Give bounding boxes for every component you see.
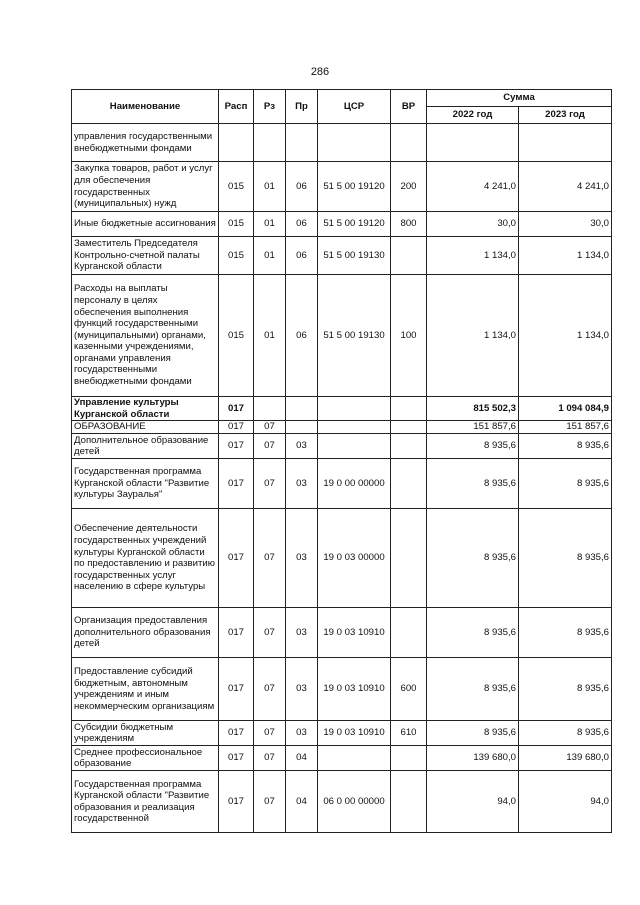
cell-rz bbox=[254, 397, 286, 421]
table-row bbox=[72, 397, 612, 421]
table-row bbox=[72, 162, 612, 212]
cell-rasp: 015 bbox=[219, 162, 254, 212]
cell-rz: 07 bbox=[254, 721, 286, 746]
cell-vr: 610 bbox=[391, 721, 427, 746]
cell-pr: 03 bbox=[286, 459, 318, 509]
cell-sum-2022: 8 935,6 bbox=[427, 434, 519, 459]
table-header bbox=[72, 90, 612, 124]
cell-name: Организация предоставления дополнительного образования детей bbox=[72, 608, 219, 658]
cell-csr: 51 5 00 19130 bbox=[318, 237, 391, 275]
cell-name: Предоставление субсидий бюджетным, автономным учреждениям и иным некоммерческим организациям bbox=[72, 658, 219, 721]
cell-csr bbox=[318, 397, 391, 421]
table-row bbox=[72, 509, 612, 608]
page-number: 286 bbox=[310, 66, 330, 78]
table-row bbox=[72, 721, 612, 746]
cell-sum-2023: 1 094 084,9 bbox=[519, 397, 612, 421]
table-row bbox=[72, 746, 612, 771]
header-rasp: Расп bbox=[219, 90, 254, 124]
cell-sum-2023: 139 680,0 bbox=[519, 746, 612, 771]
cell-rasp: 015 bbox=[219, 212, 254, 237]
cell-rz: 07 bbox=[254, 746, 286, 771]
cell-vr bbox=[391, 746, 427, 771]
cell-vr: 600 bbox=[391, 658, 427, 721]
cell-csr bbox=[318, 124, 391, 162]
cell-pr bbox=[286, 397, 318, 421]
cell-rz: 01 bbox=[254, 275, 286, 397]
cell-vr bbox=[391, 421, 427, 434]
budget-table bbox=[71, 89, 612, 833]
cell-vr: 800 bbox=[391, 212, 427, 237]
header-year-2023: 2023 год bbox=[519, 107, 612, 124]
cell-rz: 07 bbox=[254, 608, 286, 658]
cell-name: Иные бюджетные ассигнования bbox=[72, 212, 219, 237]
cell-csr: 19 0 03 00000 bbox=[318, 509, 391, 608]
cell-rz: 07 bbox=[254, 509, 286, 608]
cell-sum-2022: 139 680,0 bbox=[427, 746, 519, 771]
table-row bbox=[72, 237, 612, 275]
cell-pr: 04 bbox=[286, 771, 318, 833]
header-sum: Сумма bbox=[427, 90, 612, 107]
cell-sum-2022: 8 935,6 bbox=[427, 721, 519, 746]
cell-pr: 04 bbox=[286, 746, 318, 771]
cell-csr: 19 0 00 00000 bbox=[318, 459, 391, 509]
cell-pr: 06 bbox=[286, 275, 318, 397]
cell-vr bbox=[391, 434, 427, 459]
cell-rz: 01 bbox=[254, 212, 286, 237]
cell-name: Закупка товаров, работ и услуг для обеспечения государственных (муниципальных) нужд bbox=[72, 162, 219, 212]
cell-rz: 07 bbox=[254, 658, 286, 721]
header-csr: ЦСР bbox=[318, 90, 391, 124]
table-row bbox=[72, 608, 612, 658]
cell-sum-2023: 8 935,6 bbox=[519, 658, 612, 721]
cell-pr: 03 bbox=[286, 608, 318, 658]
cell-sum-2022: 8 935,6 bbox=[427, 658, 519, 721]
cell-pr bbox=[286, 421, 318, 434]
cell-vr bbox=[391, 124, 427, 162]
cell-sum-2023: 4 241,0 bbox=[519, 162, 612, 212]
cell-csr: 19 0 03 10910 bbox=[318, 658, 391, 721]
table-row bbox=[72, 421, 612, 434]
cell-csr: 51 5 00 19120 bbox=[318, 212, 391, 237]
cell-name: ОБРАЗОВАНИЕ bbox=[72, 421, 219, 434]
cell-rz: 07 bbox=[254, 434, 286, 459]
cell-pr bbox=[286, 124, 318, 162]
cell-rz: 01 bbox=[254, 162, 286, 212]
cell-name: Государственная программа Курганской области "Развитие культуры Зауралья" bbox=[72, 459, 219, 509]
cell-vr bbox=[391, 608, 427, 658]
cell-pr: 03 bbox=[286, 721, 318, 746]
cell-sum-2022: 8 935,6 bbox=[427, 509, 519, 608]
cell-name: Расходы на выплаты персоналу в целях обеспечения выполнения функций государственными (муниципальными) органами, казенными учреждениями, органами управления государственными внебюджетными фондами bbox=[72, 275, 219, 397]
cell-vr bbox=[391, 237, 427, 275]
cell-name: Заместитель Председателя Контрольно-счетной палаты Курганской области bbox=[72, 237, 219, 275]
cell-rasp: 017 bbox=[219, 658, 254, 721]
table-row bbox=[72, 124, 612, 162]
cell-sum-2023: 8 935,6 bbox=[519, 721, 612, 746]
cell-pr: 03 bbox=[286, 434, 318, 459]
cell-rz: 01 bbox=[254, 237, 286, 275]
header-name: Наименование bbox=[72, 90, 219, 124]
cell-sum-2022: 1 134,0 bbox=[427, 237, 519, 275]
header-pr: Пр bbox=[286, 90, 318, 124]
cell-sum-2023: 1 134,0 bbox=[519, 237, 612, 275]
cell-rasp: 017 bbox=[219, 721, 254, 746]
cell-sum-2023: 8 935,6 bbox=[519, 434, 612, 459]
cell-csr bbox=[318, 434, 391, 459]
cell-rz: 07 bbox=[254, 421, 286, 434]
cell-rz: 07 bbox=[254, 459, 286, 509]
cell-vr bbox=[391, 771, 427, 833]
cell-sum-2023: 8 935,6 bbox=[519, 509, 612, 608]
cell-rasp: 017 bbox=[219, 421, 254, 434]
cell-sum-2022: 94,0 bbox=[427, 771, 519, 833]
cell-rasp: 017 bbox=[219, 509, 254, 608]
table-row bbox=[72, 434, 612, 459]
cell-sum-2023: 8 935,6 bbox=[519, 608, 612, 658]
cell-pr: 06 bbox=[286, 237, 318, 275]
table-body bbox=[72, 124, 612, 833]
cell-vr: 100 bbox=[391, 275, 427, 397]
cell-sum-2022: 815 502,3 bbox=[427, 397, 519, 421]
cell-rasp: 017 bbox=[219, 771, 254, 833]
cell-csr bbox=[318, 421, 391, 434]
cell-pr: 06 bbox=[286, 162, 318, 212]
cell-vr bbox=[391, 459, 427, 509]
cell-pr: 03 bbox=[286, 509, 318, 608]
cell-sum-2023: 1 134,0 bbox=[519, 275, 612, 397]
cell-name: Обеспечение деятельности государственных учреждений культуры Курганской области по предоставлению и развитию государственных услуг населению в сфере культуры bbox=[72, 509, 219, 608]
cell-rasp: 015 bbox=[219, 275, 254, 397]
cell-rz bbox=[254, 124, 286, 162]
cell-vr bbox=[391, 397, 427, 421]
header-rz: Рз bbox=[254, 90, 286, 124]
cell-csr: 06 0 00 00000 bbox=[318, 771, 391, 833]
cell-name: Дополнительное образование детей bbox=[72, 434, 219, 459]
cell-sum-2022: 8 935,6 bbox=[427, 608, 519, 658]
cell-csr: 19 0 03 10910 bbox=[318, 608, 391, 658]
cell-csr: 51 5 00 19120 bbox=[318, 162, 391, 212]
cell-sum-2023: 94,0 bbox=[519, 771, 612, 833]
header-year-2022: 2022 год bbox=[427, 107, 519, 124]
cell-rasp: 017 bbox=[219, 459, 254, 509]
cell-rz: 07 bbox=[254, 771, 286, 833]
cell-pr: 06 bbox=[286, 212, 318, 237]
cell-sum-2023: 30,0 bbox=[519, 212, 612, 237]
cell-rasp: 017 bbox=[219, 397, 254, 421]
table-row bbox=[72, 771, 612, 833]
table-row bbox=[72, 212, 612, 237]
cell-sum-2023 bbox=[519, 124, 612, 162]
cell-sum-2022: 4 241,0 bbox=[427, 162, 519, 212]
cell-name: управления государственными внебюджетными фондами bbox=[72, 124, 219, 162]
cell-sum-2023: 151 857,6 bbox=[519, 421, 612, 434]
cell-name: Управление культуры Курганской области bbox=[72, 397, 219, 421]
cell-rasp: 017 bbox=[219, 434, 254, 459]
cell-rasp: 017 bbox=[219, 746, 254, 771]
cell-sum-2022: 151 857,6 bbox=[427, 421, 519, 434]
cell-name: Субсидии бюджетным учреждениям bbox=[72, 721, 219, 746]
cell-name: Среднее профессиональное образование bbox=[72, 746, 219, 771]
cell-rasp: 015 bbox=[219, 237, 254, 275]
cell-sum-2022: 8 935,6 bbox=[427, 459, 519, 509]
table-row bbox=[72, 275, 612, 397]
cell-pr: 03 bbox=[286, 658, 318, 721]
cell-sum-2023: 8 935,6 bbox=[519, 459, 612, 509]
cell-csr: 19 0 03 10910 bbox=[318, 721, 391, 746]
cell-name: Государственная программа Курганской области "Развитие образования и реализация государственной bbox=[72, 771, 219, 833]
table-row bbox=[72, 459, 612, 509]
cell-rasp: 017 bbox=[219, 608, 254, 658]
cell-csr bbox=[318, 746, 391, 771]
cell-sum-2022: 1 134,0 bbox=[427, 275, 519, 397]
cell-csr: 51 5 00 19130 bbox=[318, 275, 391, 397]
cell-sum-2022: 30,0 bbox=[427, 212, 519, 237]
cell-rasp bbox=[219, 124, 254, 162]
cell-vr: 200 bbox=[391, 162, 427, 212]
header-vr: ВР bbox=[391, 90, 427, 124]
cell-vr bbox=[391, 509, 427, 608]
cell-sum-2022 bbox=[427, 124, 519, 162]
table-row bbox=[72, 658, 612, 721]
